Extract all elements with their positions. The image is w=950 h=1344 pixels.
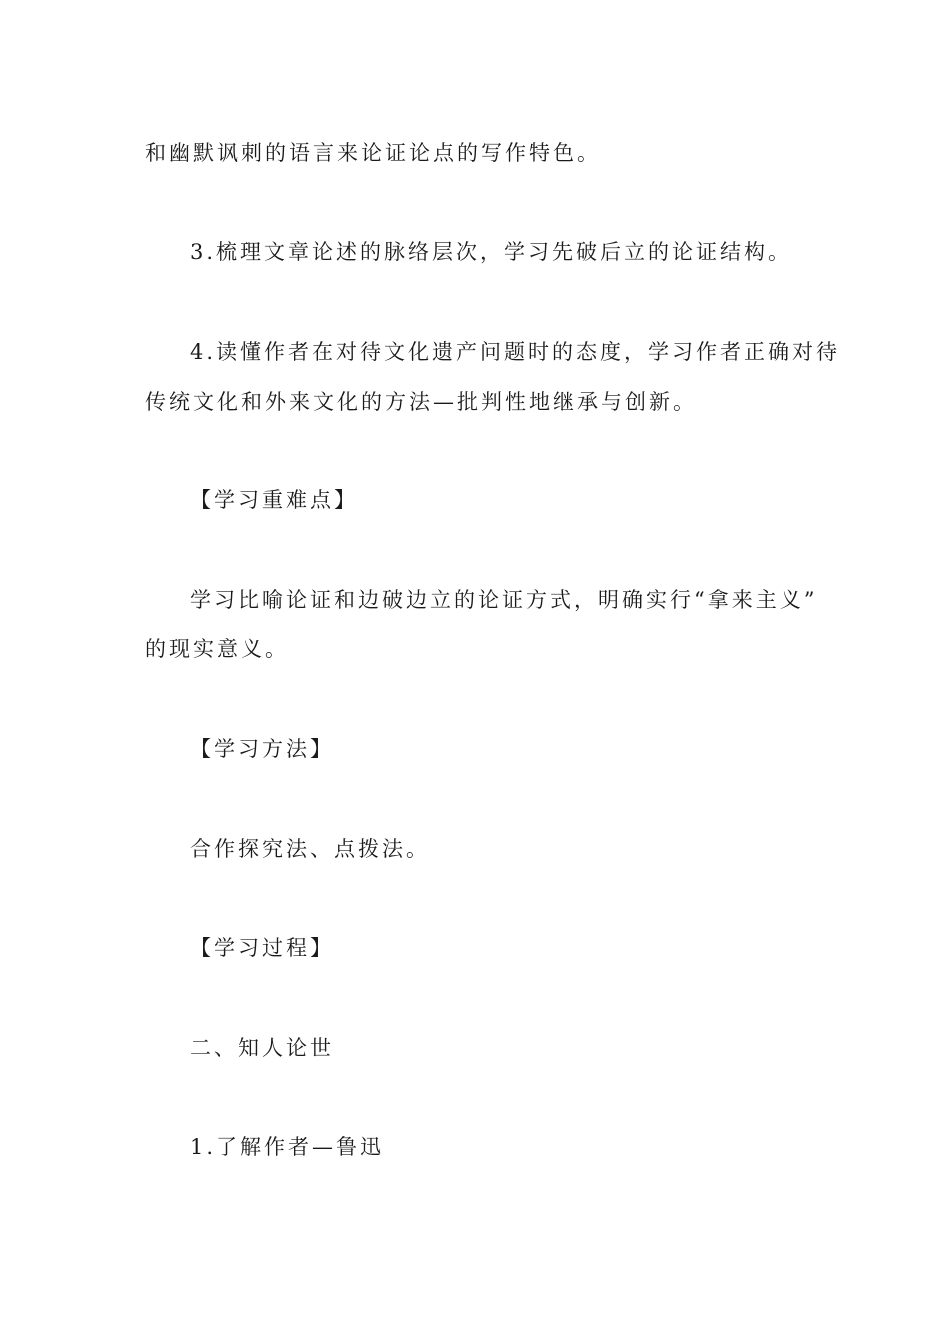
key-points-line1: 学习比喻论证和边破边立的论证方式，明确实行“拿来主义” bbox=[190, 588, 818, 612]
subsection-heading: 1.了解作者—鲁迅 bbox=[190, 1135, 385, 1159]
method-text: 合作探究法、点拨法。 bbox=[190, 837, 430, 861]
paragraph-continuation: 和幽默讽刺的语言来论证论点的写作特色。 bbox=[145, 141, 601, 165]
key-points-line2: 的现实意义。 bbox=[145, 637, 289, 661]
objective-4-line1: 4.读懂作者在对待文化遗产问题时的态度，学习作者正确对待 bbox=[190, 340, 841, 364]
objective-3: 3.梳理文章论述的脉络层次，学习先破后立的论证结构。 bbox=[190, 240, 793, 264]
objective-4-line2: 传统文化和外来文化的方法—批判性地继承与创新。 bbox=[145, 390, 697, 414]
heading-process: 【学习过程】 bbox=[190, 936, 334, 960]
section-heading: 二、知人论世 bbox=[190, 1036, 334, 1060]
heading-key-points: 【学习重难点】 bbox=[190, 488, 358, 512]
heading-method: 【学习方法】 bbox=[190, 737, 334, 761]
